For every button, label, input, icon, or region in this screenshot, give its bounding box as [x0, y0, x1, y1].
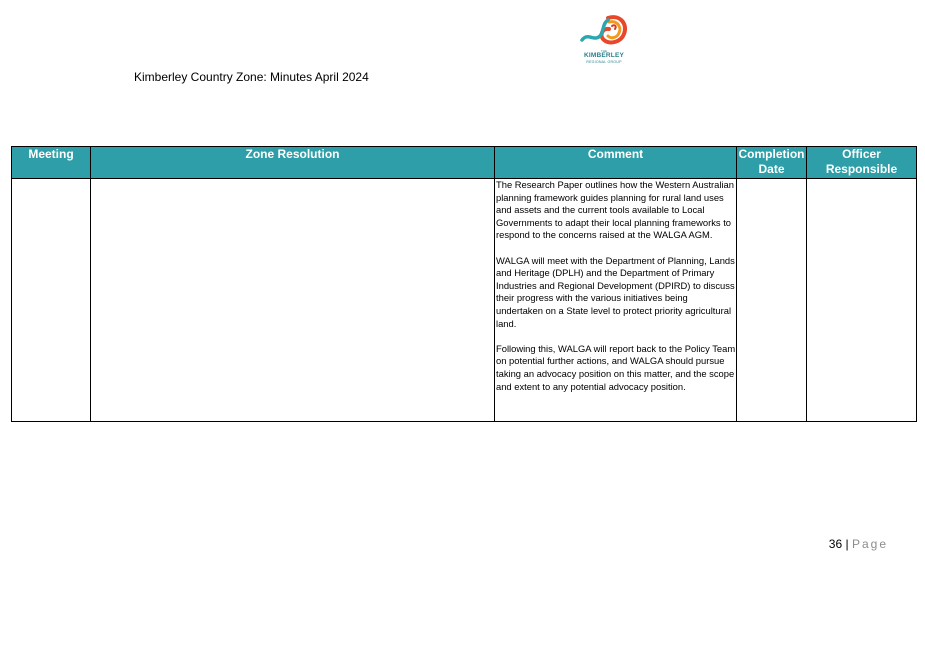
meeting-cell: [12, 179, 91, 422]
officer-responsible-cell: [807, 179, 917, 422]
logo-small-text: THE: [601, 49, 607, 53]
column-header-zone-resolution: Zone Resolution: [91, 147, 495, 179]
document-header-title: Kimberley Country Zone: Minutes April 2024: [134, 70, 369, 84]
page-number-value: 36: [828, 537, 843, 551]
column-header-completion-date: Completion Date: [737, 147, 807, 179]
comment-paragraph: The Research Paper outlines how the Western Australian planning framework guides planning for rural land uses and assets and the current tools available to Local Governments to adapt their local planning frameworks to respond to the concerns raised at the WALGA AGM.: [496, 179, 734, 241]
page-label: Page: [851, 537, 888, 551]
table-header-row: [12, 147, 917, 179]
column-header-meeting: Meeting: [12, 147, 91, 179]
kimberley-regional-group-logo: [578, 12, 630, 68]
comment-cell: [495, 179, 737, 422]
page-number: [829, 537, 888, 551]
comment-paragraph: WALGA will meet with the Department of Planning, Lands and Heritage (DPLH) and the Department of Primary Industries and Regional Development (DPIRD) to discuss their progress with the various initiatives being undertaken on a State level to protect priority agricultural land.: [496, 254, 735, 329]
logo-main-text: KIMBERLEY: [583, 52, 625, 59]
table-row: [12, 179, 917, 422]
page-number-separator: |: [845, 537, 849, 551]
column-header-comment: Comment: [495, 147, 737, 179]
minutes-table: [11, 146, 917, 422]
column-header-officer-responsible: Officer Responsible: [807, 147, 917, 179]
comment-paragraph: Following this, WALGA will report back to the Policy Team on potential further actions, and WALGA should pursue taking an advocacy position on this matter, and the scope and extent to any potential advocacy position.: [496, 342, 736, 392]
zone-resolution-cell: [91, 179, 495, 422]
logo-swirl-icon: [578, 12, 630, 52]
completion-date-cell: [737, 179, 807, 422]
logo-sub-text: REGIONAL GROUP: [586, 59, 622, 64]
